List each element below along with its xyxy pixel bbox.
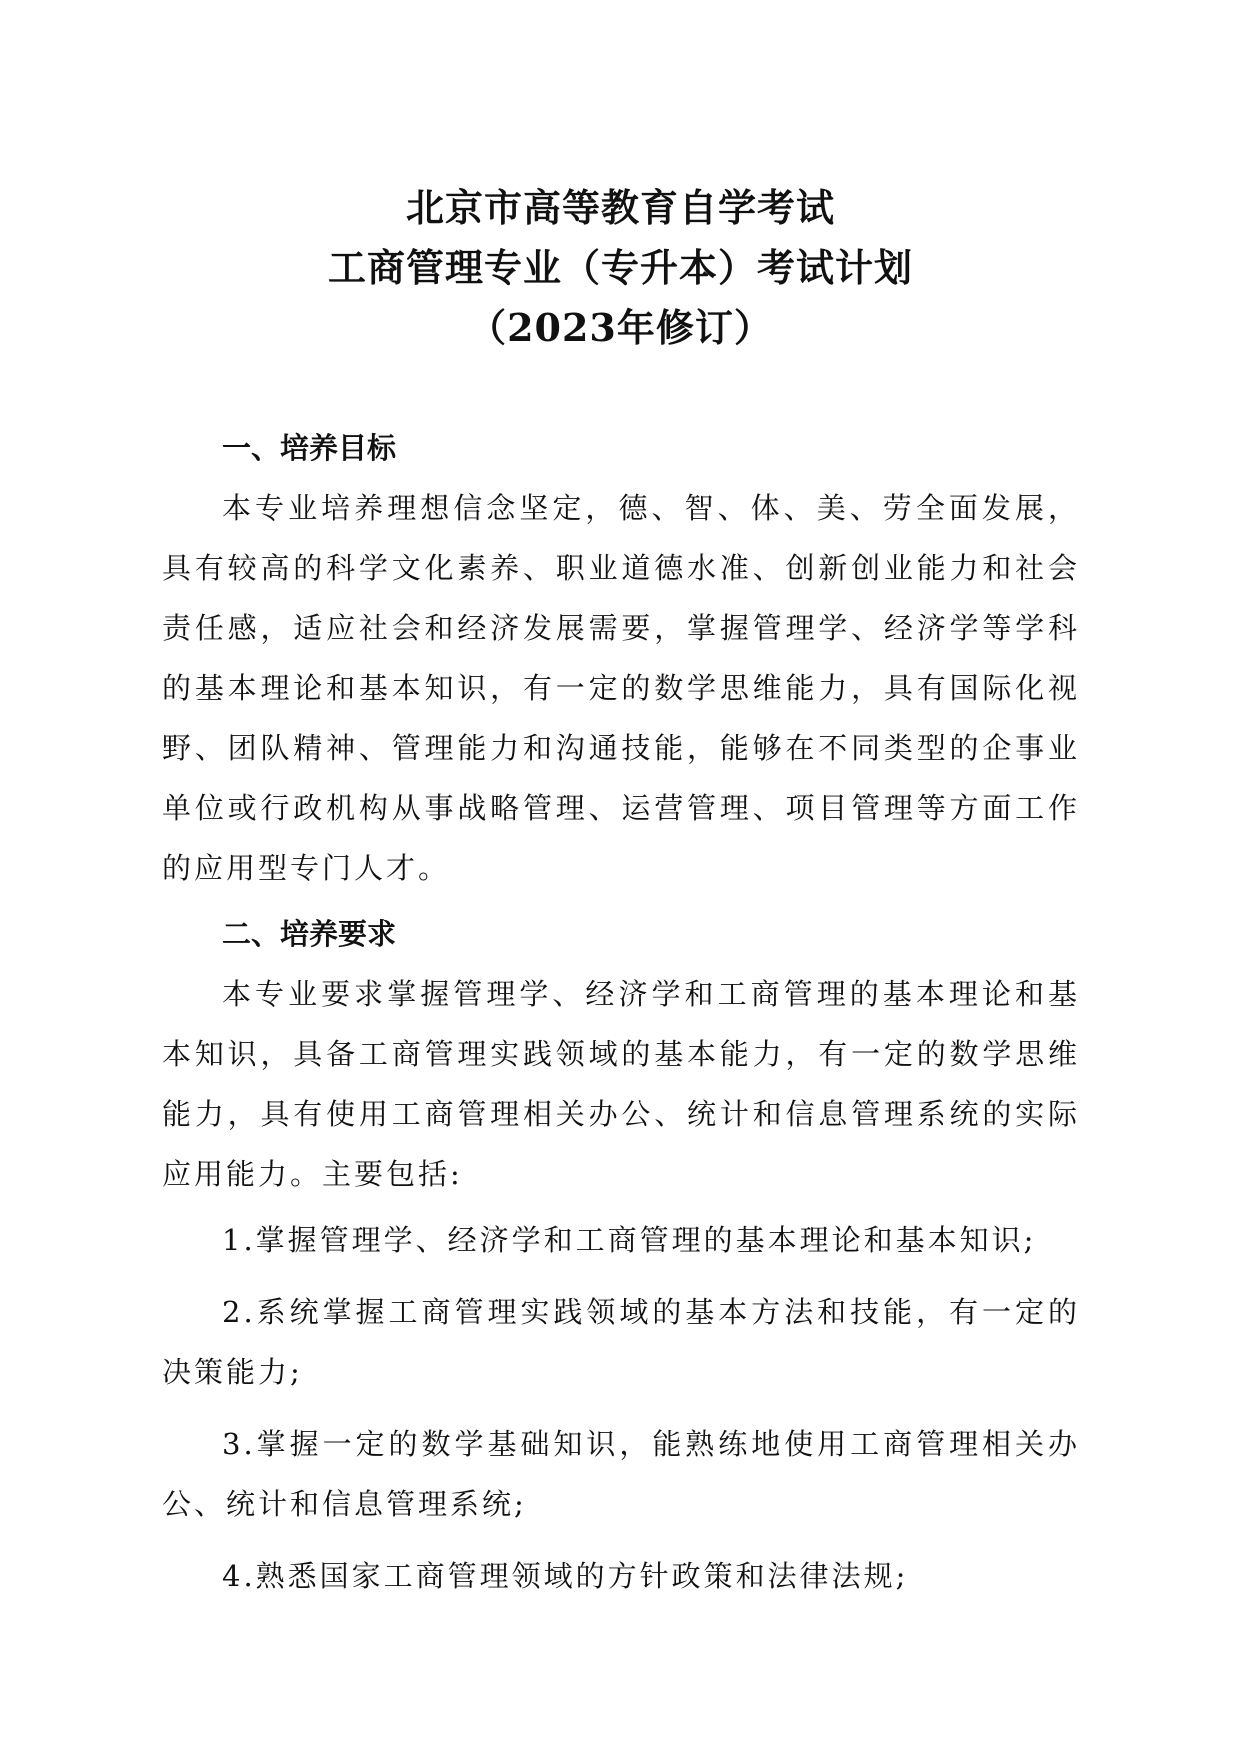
title-line-2: 工商管理专业（专升本）考试计划: [327, 245, 913, 290]
requirement-item: 4.熟悉国家工商管理领域的方针政策和法律法规;: [222, 1559, 909, 1593]
title-line-3: （2023年修订）: [468, 305, 773, 350]
requirement-item: 2.系统掌握工商管理实践领域的基本方法和技能，有一定的决策能力;: [162, 1295, 1080, 1389]
requirement-item: 3.掌握一定的数学基础知识，能熟练地使用工商管理相关办公、统计和信息管理系统;: [162, 1427, 1080, 1521]
section-heading-training-goals: 一、培养目标: [222, 431, 397, 465]
section-heading-training-requirements: 二、培养要求: [222, 917, 397, 951]
document-body: [162, 418, 1080, 1618]
document-title: [0, 178, 1241, 358]
section-paragraph-training-requirements: 本专业要求掌握管理学、经济学和工商管理的基本理论和基本知识，具备工商管理实践领域的基本能力，有一定的数学思维能力，具有使用工商管理相关办公、统计和信息管理系统的实际应用能力。主要包括:: [162, 977, 1080, 1191]
requirement-item: 1.掌握管理学、经济学和工商管理的基本理论和基本知识;: [222, 1223, 1037, 1257]
title-line-1: 北京市高等教育自学考试: [405, 185, 835, 230]
section-paragraph-training-goals: 本专业培养理想信念坚定，德、智、体、美、劳全面发展，具有较高的科学文化素养、职业道德水准、创新创业能力和社会责任感，适应社会和经济发展需要，掌握管理学、经济学等学科的基本理论和基本知识，有一定的数学思维能力，具有国际化视野、团队精神、管理能力和沟通技能，能够在不同类型的企事业单位或行政机构从事战略管理、运营管理、项目管理等方面工作的应用型专门人才。: [162, 491, 1080, 885]
